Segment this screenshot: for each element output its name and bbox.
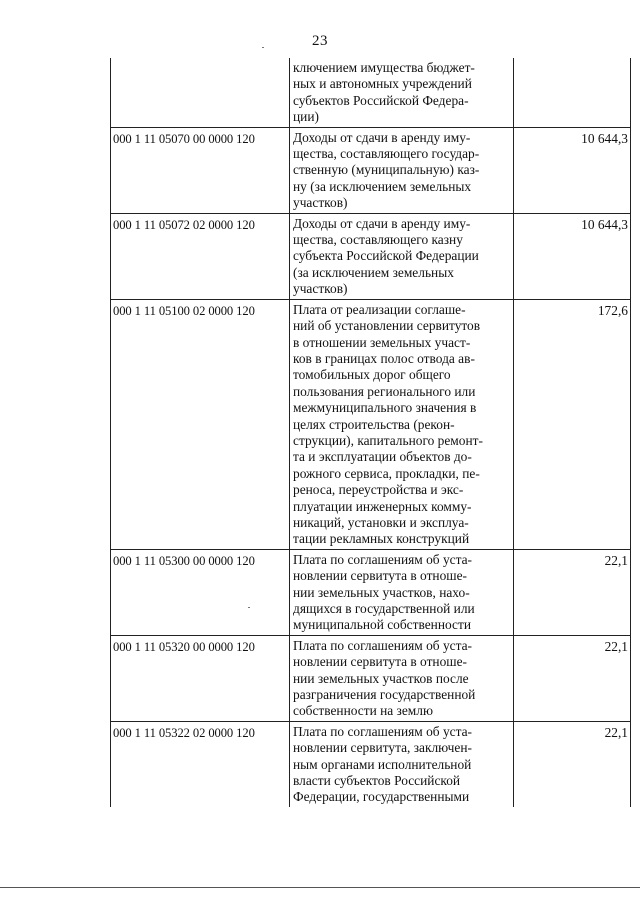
revenue-name-line: субъектов Российской Федера- <box>293 92 469 108</box>
amount-cell: 10 644,3 <box>514 213 631 299</box>
budget-code-cell: 000 1 11 05322 02 0000 120 <box>111 721 290 807</box>
revenue-name-line: ственную (муниципальную) каз- <box>293 162 480 178</box>
revenue-name-cell <box>290 213 514 299</box>
revenue-name-line: в отношении земельных участ- <box>293 334 471 350</box>
revenue-name-line: Доходы от сдачи в аренду иму- <box>293 215 471 231</box>
revenue-name-cell <box>290 635 514 721</box>
revenue-name-line: разграничения государственной <box>293 687 476 703</box>
revenue-name-line: та и эксплуатации объектов до- <box>293 449 472 465</box>
revenue-name-line: нии земельных участков после <box>293 670 469 686</box>
table-row <box>111 127 631 213</box>
table-body <box>111 58 631 807</box>
revenue-name-line: Доходы от сдачи в аренду иму- <box>293 129 471 145</box>
revenue-name-cell <box>290 549 514 635</box>
revenue-name-line: собственности на землю <box>293 703 433 719</box>
budget-code-cell: 000 1 11 05072 02 0000 120 <box>111 213 290 299</box>
revenue-name-line: Плата по соглашениям об уста- <box>293 551 473 567</box>
revenue-name-line: струкции), капитального ремонт- <box>293 432 483 448</box>
page-number: 23 <box>312 33 328 49</box>
amount-cell: 22,1 <box>514 721 631 807</box>
revenue-name-line: ну (за исключением земельных <box>293 178 472 194</box>
revenue-name-line: Федерации, государственными <box>293 789 470 805</box>
table-row <box>111 721 631 807</box>
revenue-name-line: субъекта Российской Федерации <box>293 248 479 264</box>
revenue-name-line: дящихся в государственной или <box>293 601 475 616</box>
revenue-name-line: ным органами исполнительной <box>293 756 472 772</box>
table-row <box>111 549 631 635</box>
revenue-name-line: никаций, установки и эксплуа- <box>293 514 469 530</box>
amount-cell: 22,1 <box>514 549 631 635</box>
revenue-name-line: ков в границах полос отвода ав- <box>293 350 475 366</box>
revenue-name-cell <box>290 721 514 807</box>
revenue-name-line: ных и автономных учреждений <box>293 76 472 92</box>
revenue-name-line: власти субъектов Российской <box>293 773 461 789</box>
revenue-name-cell <box>290 58 514 127</box>
revenue-name-line: нии земельных участков, нахо- <box>293 584 470 600</box>
page-bottom-edge <box>0 887 640 888</box>
revenue-name-line: межмуниципального значения в <box>293 400 477 416</box>
revenue-name-line: Плата от реализации соглаше- <box>293 301 466 317</box>
table-row <box>111 299 631 549</box>
amount-cell: 22,1 <box>514 635 631 721</box>
revenue-name-line: ключением имущества бюджет- <box>293 60 475 75</box>
amount-cell <box>514 58 631 127</box>
scan-speck <box>262 47 264 48</box>
revenue-name-cell <box>290 127 514 213</box>
revenue-name-line: рожного сервиса, прокладки, пе- <box>293 465 480 481</box>
revenue-name-cell <box>290 299 514 549</box>
revenue-name-line: новлении сервитута в отноше- <box>293 568 468 584</box>
revenue-name-line: (за исключением земельных <box>293 264 454 280</box>
budget-code-cell: 000 1 11 05300 00 0000 120 <box>111 549 290 635</box>
table-row <box>111 635 631 721</box>
revenue-name-line: реноса, переустройства и экс- <box>293 482 464 498</box>
revenue-name-line: тации рекламных конструкций <box>293 531 470 547</box>
revenue-name-line: ний об установлении сервитутов <box>293 318 481 334</box>
revenue-name-line: муниципальной собственности <box>293 617 471 633</box>
revenue-name-line: участков) <box>293 195 348 211</box>
revenue-name-line: целях строительства (рекон- <box>293 416 455 432</box>
table-row <box>111 213 631 299</box>
budget-code-cell <box>111 58 290 127</box>
revenue-name-line: щества, составляющего государ- <box>293 146 480 162</box>
amount-cell: 10 644,3 <box>514 127 631 213</box>
table-row <box>111 58 631 127</box>
scan-speck <box>248 607 250 608</box>
revenue-name-line: Плата по соглашениям об уста- <box>293 723 473 739</box>
revenue-name-line: пользования регионального или <box>293 383 476 399</box>
budget-revenue-table <box>110 58 631 807</box>
revenue-name-line: новлении сервитута в отноше- <box>293 654 468 670</box>
revenue-name-line: щества, составляющего казну <box>293 232 463 248</box>
budget-code-cell: 000 1 11 05100 02 0000 120 <box>111 299 290 549</box>
revenue-name-line: новлении сервитута, заключен- <box>293 740 472 756</box>
budget-code-cell: 000 1 11 05320 00 0000 120 <box>111 635 290 721</box>
revenue-name-line: Плата по соглашениям об уста- <box>293 637 473 653</box>
revenue-name-line: ции) <box>293 109 319 125</box>
revenue-name-line: участков) <box>293 281 348 297</box>
revenue-name-line: томобильных дорог общего <box>293 367 451 383</box>
budget-code-cell: 000 1 11 05070 00 0000 120 <box>111 127 290 213</box>
amount-cell: 172,6 <box>514 299 631 549</box>
revenue-name-line: плуатации инженерных комму- <box>293 498 472 514</box>
